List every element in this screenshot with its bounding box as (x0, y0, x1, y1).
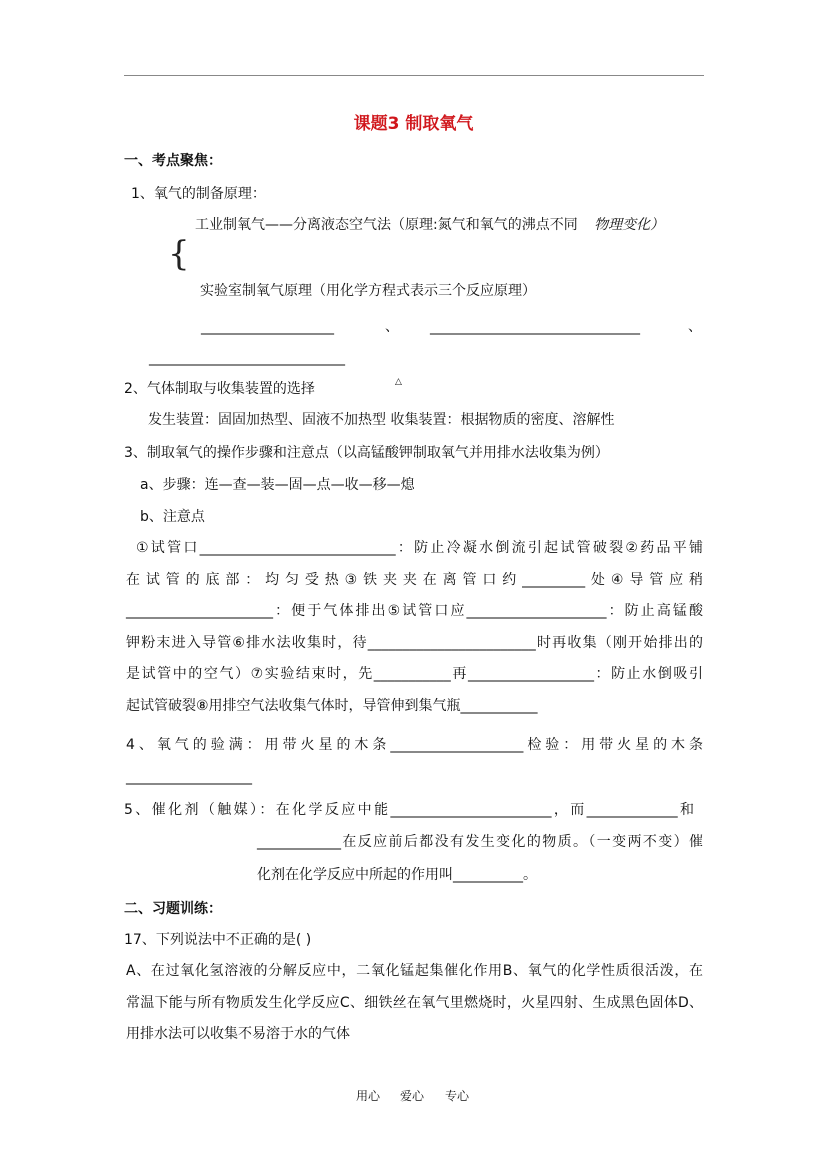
notes-line: _____________________：便于气体排出⑤试管口应____________________：防止高锰酸 (126, 603, 703, 619)
option-line: 常温下能与所有物质发生化学反应C、细铁丝在氧气里燃烧时，火星四射、生成黑色固体D、 (126, 994, 703, 1011)
industrial-text: 工业制氧气——分离液态空气法（原理:氮气和氧气的沸点不同 (195, 217, 578, 233)
notes-line: ①试管口____________________________：防止冷凝水倒流引起试管破裂②药品平铺 (136, 540, 703, 556)
item5-line2: ____________在反应前后都没有发生变化的物质。（一变两不变）催 (257, 834, 703, 850)
item3-steps: a、步骤：连—查—装—固—点—收—移—熄 (140, 477, 415, 493)
industrial-method (195, 216, 664, 234)
page-title: 课题3 制取氧气 (353, 114, 474, 134)
footer-right: 专心 (445, 1089, 470, 1103)
industrial-note: 物理变化） (594, 217, 665, 233)
item5-line3: 化剂在化学反应中所起的作用叫__________。 (257, 867, 537, 883)
item5-line2-wrap (257, 833, 703, 851)
item2-label: 2、气体制取与收集装置的选择 (124, 381, 315, 397)
lab-method: 实验室制氧气原理（用化学方程式表示三个反应原理） (200, 283, 536, 299)
option-line: 用排水法可以收集不易溶于水的气体 (126, 1026, 350, 1042)
item1-label: 1、氧气的制备原理： (131, 186, 266, 202)
item4-line: 4、氧气的验满：用带火星的木条___________________检验：用带火星的木条 (126, 737, 703, 753)
item3-notes-label: b、注意点 (140, 509, 205, 525)
notes-line: 起试管破裂⑧用排空气法收集气体时，导管伸到集气瓶___________ (126, 697, 538, 714)
header-rule (124, 75, 704, 76)
blank-2: ______________________________ (430, 319, 640, 335)
notes-line: 在试管的底部：均匀受热③铁夹夹在离管口约_________处④导管应稍 (126, 571, 703, 588)
item2-detail: 发生装置：固固加热型、固液不加热型 收集装置：根据物质的密度、溶解性 (148, 412, 615, 428)
footer-middle: 爱心 (400, 1089, 425, 1103)
footer-left: 用心 (356, 1089, 381, 1103)
separator-2: 、 (688, 319, 702, 335)
item4-line: __________________ (126, 768, 252, 785)
notes-paragraph (126, 533, 703, 722)
item5-text: 5、催化剂（触媒）：在化学反应中能_______________________，而_____________和 (124, 802, 694, 818)
notes-line: 是试管中的空气）⑦实验结束时，先___________再__________________：防止水倒吸引 (126, 666, 703, 682)
section2-heading: 二、习题训练： (124, 901, 222, 917)
options-paragraph (126, 956, 703, 1051)
blank-1: ___________________ (201, 319, 334, 335)
blank-3: ____________________________ (149, 350, 345, 366)
separator-1: 、 (385, 319, 399, 335)
triangle-icon: △ (395, 377, 402, 387)
item5-line1 (124, 801, 694, 819)
item3-label: 3、制取氧气的操作步骤和注意点（以高锰酸钾制取氧气并用排水法收集为例） (124, 445, 609, 461)
question-17: 17、下列说法中不正确的是( ) (124, 932, 312, 948)
item4-paragraph (126, 730, 703, 793)
option-line: A、在过氧化氢溶液的分解反应中，二氧化锰起集催化作用B、氧气的化学性质很活泼，在 (126, 963, 703, 979)
notes-line: 钾粉末进入导管⑥排水法收集时，待________________________时再收集（刚开始排出的 (126, 634, 703, 651)
section1-heading: 一、考点聚焦： (124, 153, 222, 169)
left-brace-icon: { (168, 234, 190, 274)
